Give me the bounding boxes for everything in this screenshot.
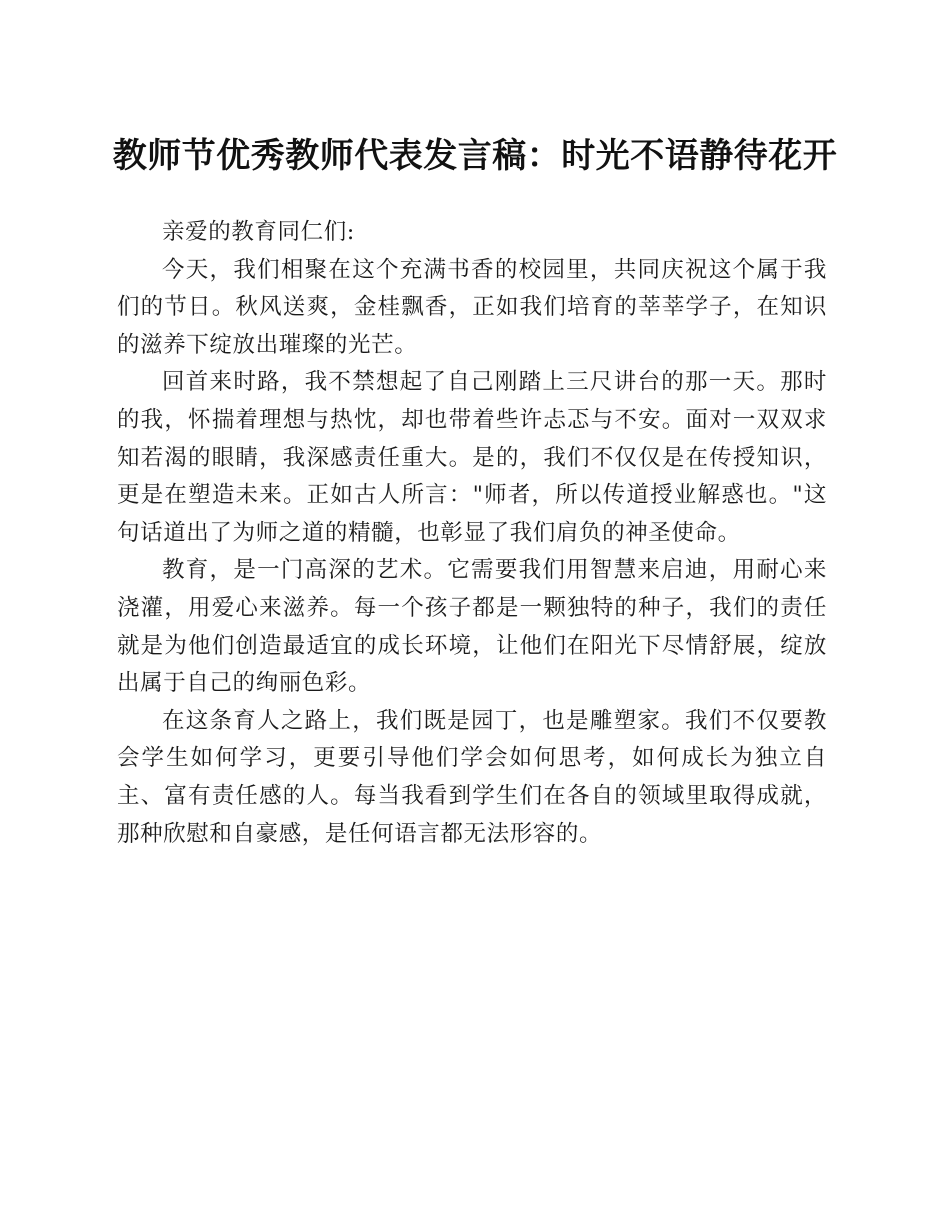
paragraph: 回首来时路，我不禁想起了自己刚踏上三尺讲台的那一天。那时的我，怀揣着理想与热忱，却也带着些许忐忑与不安。面对一双双求知若渴的眼睛，我深感责任重大。是的，我们不仅仅是在传授知识，更是在塑造未来。正如古人所言："师者，所以传道授业解惑也。"这句话道出了为师之道的精髓，也彰显了我们肩负的神圣使命。 [117,369,827,546]
document-title: 教师节优秀教师代表发言稿：时光不语静待花开 [112,136,838,176]
paragraph: 在这条育人之路上，我们既是园丁，也是雕塑家。我们不仅要教会学生如何学习，更要引导他们学会如何思考，如何成长为独立自主、富有责任感的人。每当我看到学生们在各自的领域里取得成就，那种欣慰和自豪感，是任何语言都无法形容的。 [117,707,827,847]
paragraph: 教育，是一门高深的艺术。它需要我们用智慧来启迪，用耐心来浇灌，用爱心来滋养。每一个孩子都是一颗独特的种子，我们的责任就是为他们创造最适宜的成长环境，让他们在阳光下尽情舒展，绽放出属于自己的绚丽色彩。 [117,557,827,697]
document-body [117,214,827,853]
salutation: 亲爱的教育同仁们: [162,219,355,245]
paragraph: 今天，我们相聚在这个充满书香的校园里，共同庆祝这个属于我们的节日。秋风送爽，金桂飘香，正如我们培育的莘莘学子，在知识的滋养下绽放出璀璨的光芒。 [117,256,827,358]
